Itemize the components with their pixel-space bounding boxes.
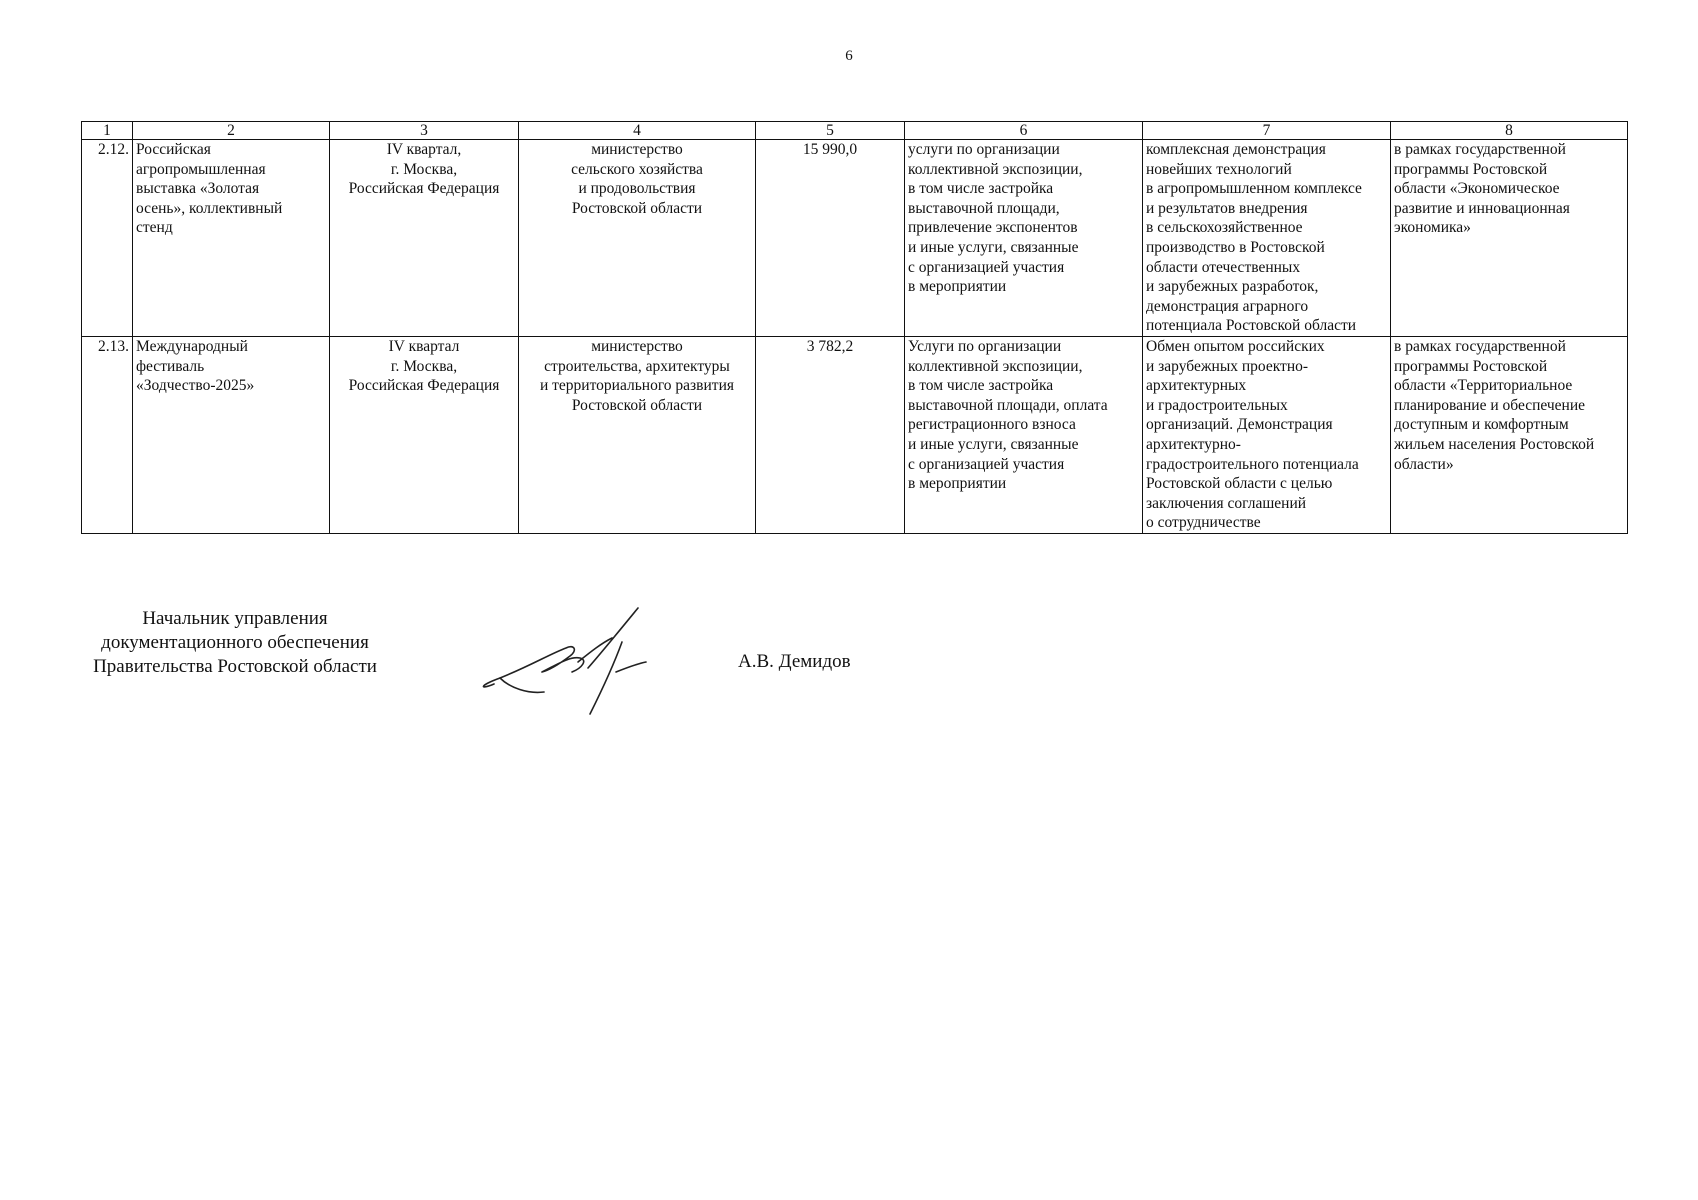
goals: комплексная демонстрация новейших технологий в агропромышленном комплексе и результатов внедрения в сельскохозяйственное производство в Ростовской области отечественных и зарубежных разработок, демонстрация аграрного потенциала Ростовской области (1143, 140, 1391, 337)
services: Услуги по организации коллективной экспозиции, в том числе застройка выставочной площади, оплата регистрационного взноса и иные услуги, связанные с организацией участия в мероприятии (905, 337, 1143, 534)
column-header: 2 (133, 122, 330, 140)
signatory-name: А.В. Демидов (738, 651, 851, 672)
row-number: 2.12. (82, 140, 133, 337)
column-header: 6 (905, 122, 1143, 140)
responsible-body: министерство сельского хозяйства и продовольствия Ростовской области (519, 140, 756, 337)
events-table (81, 121, 1628, 534)
table-row (82, 140, 1628, 337)
table-header-row (82, 122, 1628, 140)
program: в рамках государственной программы Ростовской области «Территориальное планирование и обеспечение доступным и комфортным жильем населения Ростовской области» (1391, 337, 1628, 534)
event-name: Международный фестиваль «Зодчество-2025» (133, 337, 330, 534)
column-header: 1 (82, 122, 133, 140)
responsible-body: министерство строительства, архитектуры и территориального развития Ростовской области (519, 337, 756, 534)
page-number: 6 (845, 48, 853, 64)
amount: 3 782,2 (756, 337, 905, 534)
time-place: IV квартал, г. Москва, Российская Федерация (330, 140, 519, 337)
amount: 15 990,0 (756, 140, 905, 337)
row-number: 2.13. (82, 337, 133, 534)
signatory-title: Начальник управления документационного обеспечения Правительства Ростовской области (93, 608, 377, 677)
column-header: 4 (519, 122, 756, 140)
goals: Обмен опытом российских и зарубежных проектно- архитектурных и градостроительных организаций. Демонстрация архитектурно- градостроительного потенциала Ростовской области с целью заключения соглашений о сотрудничестве (1143, 337, 1391, 534)
services: услуги по организации коллективной экспозиции, в том числе застройка выставочной площади, привлечение экспонентов и иные услуги, связанные с организацией участия в мероприятии (905, 140, 1143, 337)
handwritten-signature (470, 598, 690, 718)
column-header: 3 (330, 122, 519, 140)
table-row (82, 337, 1628, 534)
column-header: 8 (1391, 122, 1628, 140)
program: в рамках государственной программы Ростовской области «Экономическое развитие и инновационная экономика» (1391, 140, 1628, 337)
time-place: IV квартал г. Москва, Российская Федерация (330, 337, 519, 534)
column-header: 7 (1143, 122, 1391, 140)
event-name: Российская агропромышленная выставка «Золотая осень», коллективный стенд (133, 140, 330, 337)
column-header: 5 (756, 122, 905, 140)
